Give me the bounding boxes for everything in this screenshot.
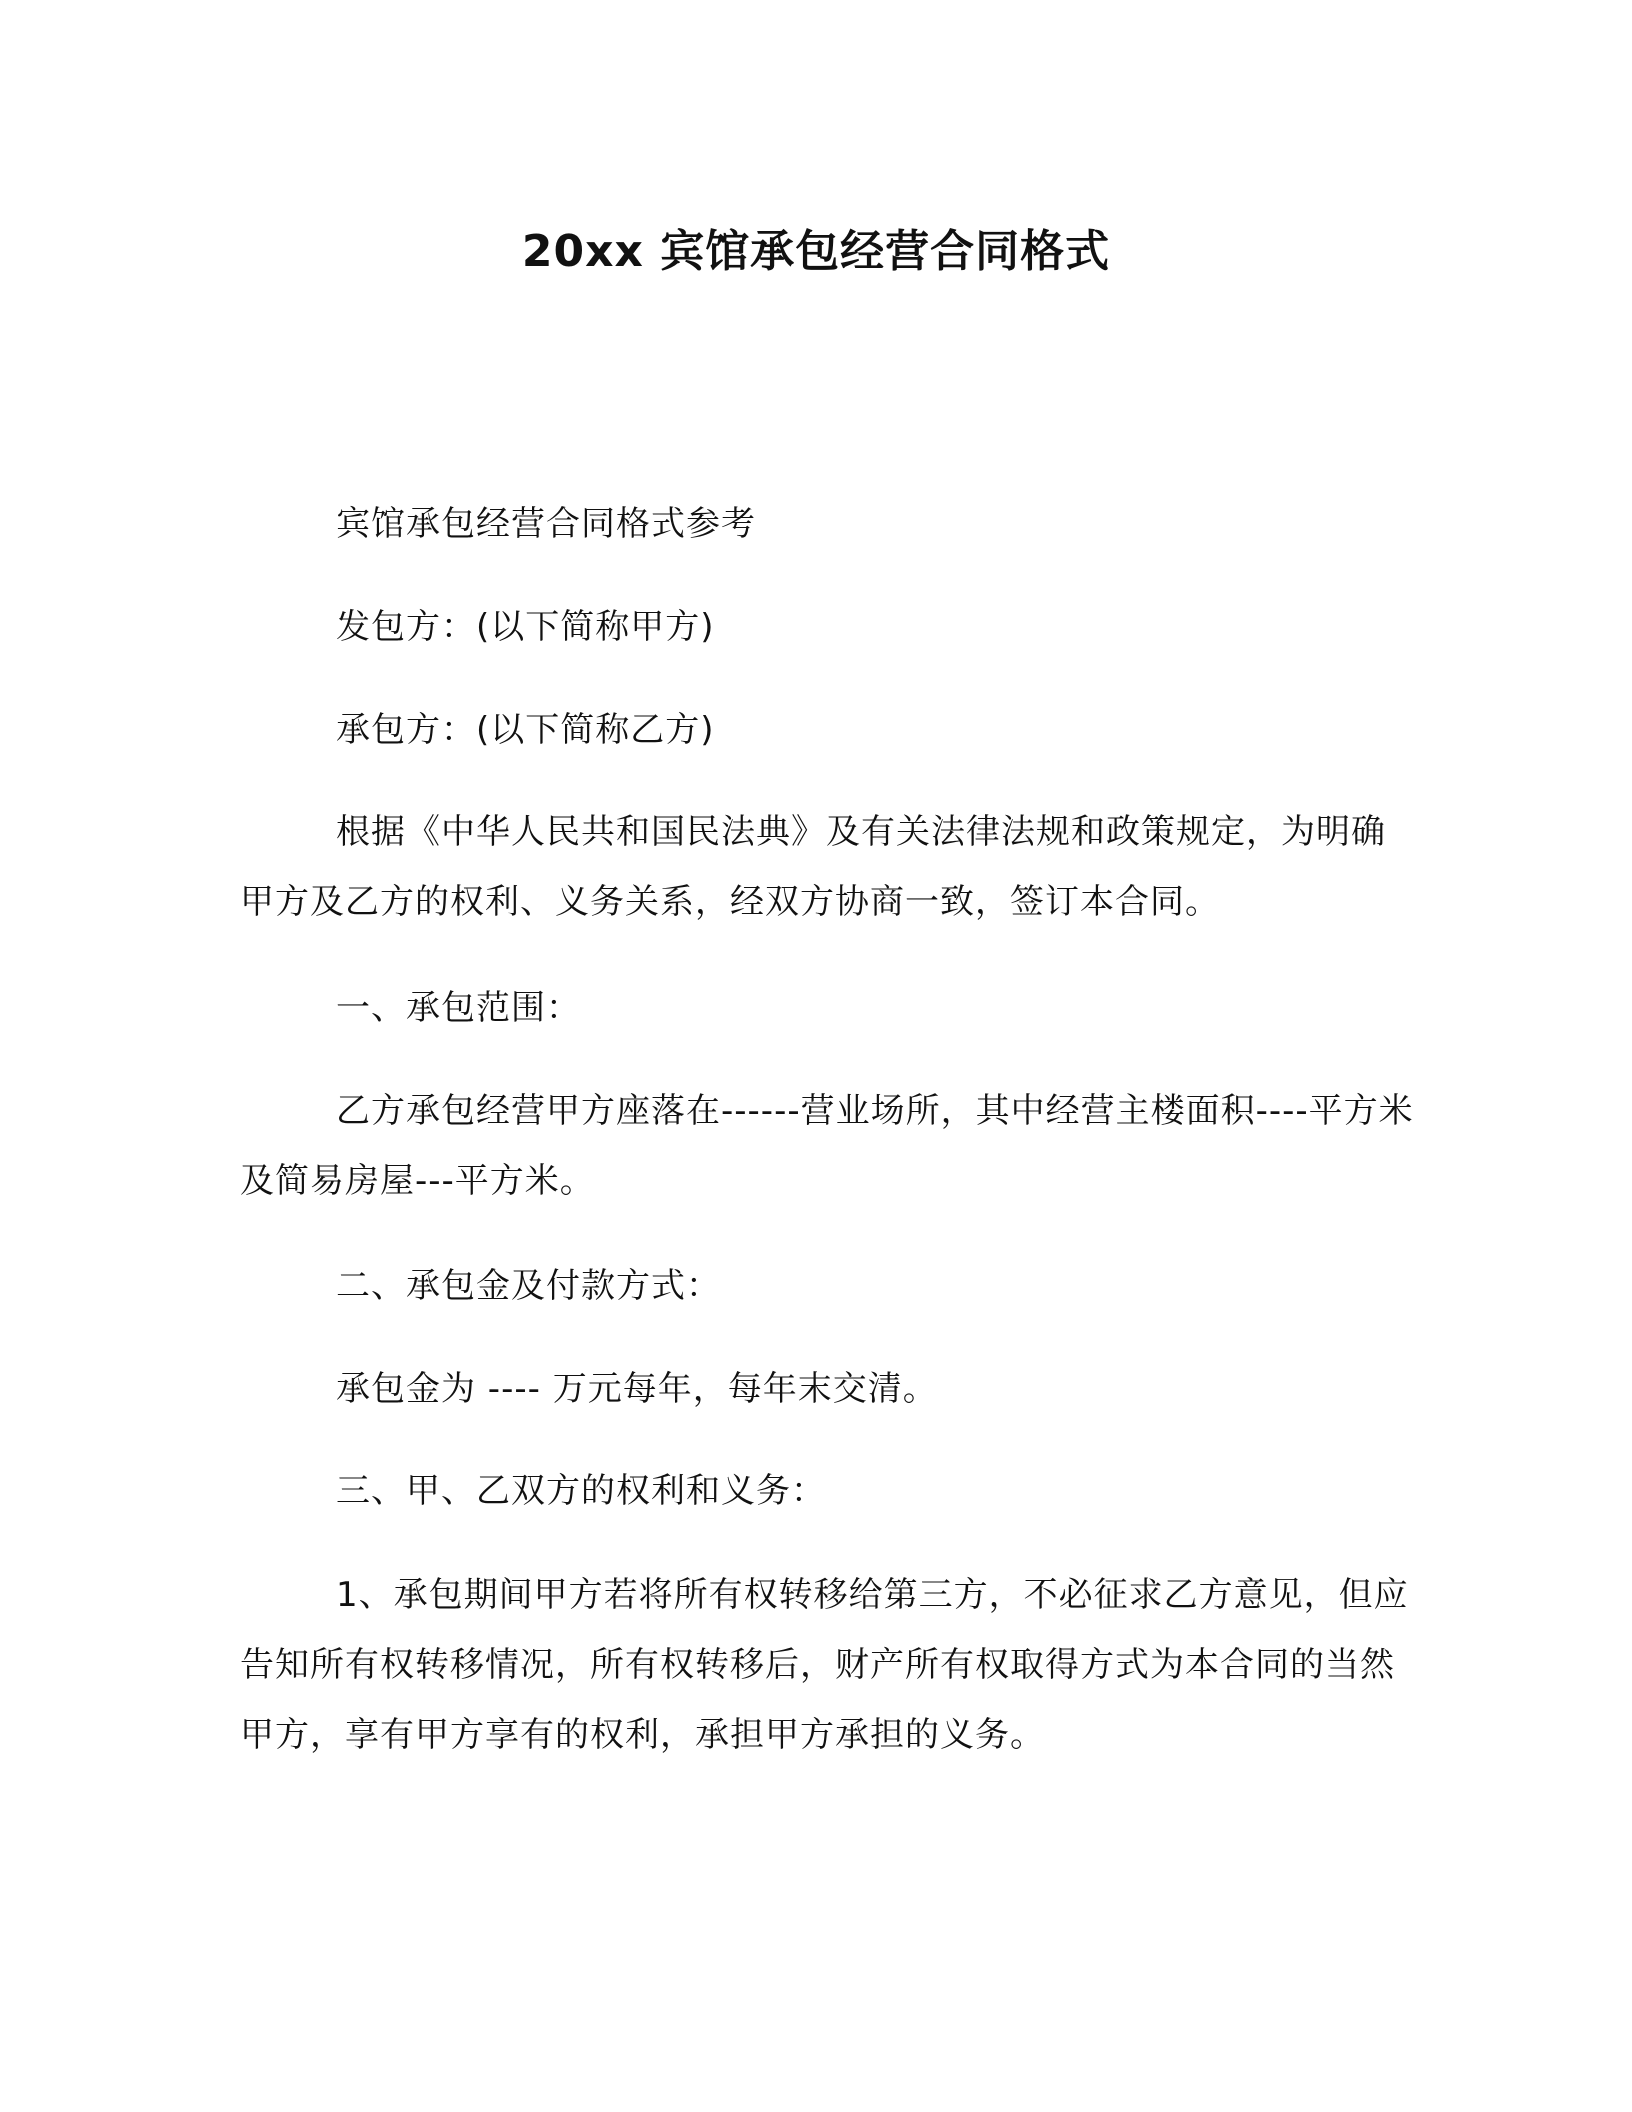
document-title: 20xx 宾馆承包经营合同格式 bbox=[521, 226, 1111, 277]
paragraph-subtitle: 宾馆承包经营合同格式参考 bbox=[336, 504, 756, 544]
paragraph-preamble: 根据《中华人民共和国民法典》及有关法律法规和政策规定，为明确甲方及乙方的权利、义务关系，经双方协商一致，签订本合同。 bbox=[240, 812, 1386, 922]
section-heading-scope: 一、承包范围： bbox=[336, 988, 581, 1028]
paragraph-rights-item-1: 1、承包期间甲方若将所有权转移给第三方，不必征求乙方意见，但应告知所有权转移情况，所有权转移后，财产所有权取得方式为本合同的当然甲方，享有甲方享有的权利，承担甲方承担的义务。 bbox=[240, 1575, 1409, 1755]
paragraph-contracting-party: 承包方：(以下简称乙方) bbox=[336, 710, 715, 750]
paragraph-scope-detail: 乙方承包经营甲方座落在------营业场所，其中经营主楼面积----平方米及简易房屋---平方米。 bbox=[240, 1091, 1414, 1201]
paragraph-contractor-party: 发包方：(以下简称甲方) bbox=[336, 607, 715, 647]
section-heading-payment: 二、承包金及付款方式： bbox=[336, 1266, 721, 1306]
section-heading-rights: 三、甲、乙双方的权利和义务： bbox=[336, 1471, 826, 1511]
paragraph-payment-detail: 承包金为 ---- 万元每年，每年末交清。 bbox=[336, 1369, 938, 1409]
